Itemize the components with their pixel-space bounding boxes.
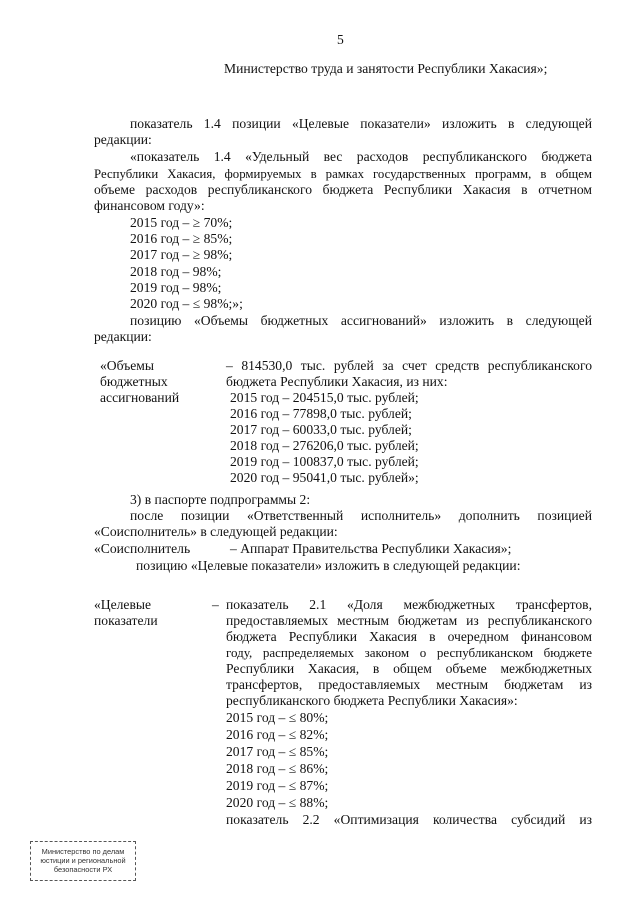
- targets-text-line: трансфертов, предоставляемых местным бюджетам из: [226, 677, 592, 692]
- stamp-line: безопасности РХ: [53, 865, 113, 874]
- quote-line3: объеме расходов республиканского бюджета Республики Хакасия в отчетном: [94, 182, 592, 197]
- page-number: 5: [337, 32, 344, 47]
- paragraph-funding-line1: позицию «Объемы бюджетных ассигнований» изложить в следующей: [130, 313, 592, 328]
- stamp-line: Министерство по делам: [41, 847, 125, 856]
- targets-text-line: бюджета Республики Хакасия в очередном финансовом: [226, 629, 592, 644]
- year-value: 2016 год – ≥ 85%;: [130, 231, 233, 246]
- coexec-label: «Соисполнитель: [94, 541, 191, 556]
- funding-year-value: 2015 год – 204515,0 тыс. рублей;: [230, 390, 419, 405]
- targets-text-line: республиканского бюджета Республики Хакасия»:: [226, 693, 518, 708]
- targets-year-value: 2015 год – ≤ 80%;: [226, 710, 329, 725]
- funding-value-line1: – 814530,0 тыс. рублей за счет средств республиканского: [226, 358, 592, 373]
- targets-label: «Целевые: [94, 597, 152, 612]
- ministry-stamp: [30, 841, 136, 881]
- targets-text-line: предоставляемых местным бюджетам из республиканского: [226, 613, 592, 628]
- funding-label: бюджетных: [100, 374, 168, 389]
- year-value: 2018 год – 98%;: [130, 264, 222, 279]
- coexec-value: – Аппарат Правительства Республики Хакасия»;: [230, 541, 512, 556]
- paragraph-coexec-line1: после позиции «Ответственный исполнитель» дополнить позицией: [130, 508, 592, 523]
- targets-year-value: 2018 год – ≤ 86%;: [226, 761, 329, 776]
- paragraph-indicator-1-4-line2: редакции:: [94, 132, 152, 147]
- funding-year-value: 2018 год – 276206,0 тыс. рублей;: [230, 438, 419, 453]
- targets-last-line: показатель 2.2 «Оптимизация количества субсидий из: [226, 812, 592, 827]
- funding-label: ассигнований: [100, 390, 180, 405]
- paragraph-funding-line2: редакции:: [94, 329, 152, 344]
- targets-year-value: 2016 год – ≤ 82%;: [226, 727, 329, 742]
- funding-label: «Объемы: [100, 358, 154, 373]
- targets-dash: –: [212, 597, 219, 612]
- year-value: 2015 год – ≥ 70%;: [130, 215, 233, 230]
- year-value: 2020 год – ≤ 98%;»;: [130, 296, 243, 311]
- funding-value-line2: бюджета Республики Хакасия, из них:: [226, 374, 448, 389]
- funding-year-value: 2016 год – 77898,0 тыс. рублей;: [230, 406, 412, 421]
- year-value: 2017 год – ≥ 98%;: [130, 247, 233, 262]
- item-3-heading: 3) в паспорте подпрограммы 2:: [130, 492, 311, 507]
- paragraph-coexec-line2: «Соисполнитель» в следующей редакции:: [94, 524, 338, 539]
- targets-year-value: 2019 год – ≤ 87%;: [226, 778, 329, 793]
- funding-year-value: 2019 год – 100837,0 тыс. рублей;: [230, 454, 419, 469]
- targets-year-value: 2017 год – ≤ 85%;: [226, 744, 329, 759]
- year-value: 2019 год – 98%;: [130, 280, 222, 295]
- paragraph-indicator-1-4-line1: показатель 1.4 позиции «Целевые показатели» изложить в следующей: [130, 116, 592, 131]
- header-line: Министерство труда и занятости Республики Хакасия»;: [224, 61, 548, 76]
- quote-line1: «показатель 1.4 «Удельный вес расходов республиканского бюджета: [130, 149, 592, 164]
- stamp-line: юстиции и региональной: [40, 856, 126, 865]
- paragraph-targets: позицию «Целевые показатели» изложить в следующей редакции:: [136, 558, 521, 573]
- targets-label: показатели: [94, 613, 158, 628]
- funding-year-value: 2017 год – 60033,0 тыс. рублей;: [230, 422, 412, 437]
- targets-year-value: 2020 год – ≤ 88%;: [226, 795, 329, 810]
- targets-text-line: показатель 2.1 «Доля межбюджетных трансфертов,: [226, 597, 592, 612]
- funding-year-value: 2020 год – 95041,0 тыс. рублей»;: [230, 470, 419, 485]
- targets-text-line: Республики Хакасия, в общем объеме межбюджетных: [226, 661, 592, 676]
- quote-line4: финансовом году»:: [94, 198, 205, 213]
- targets-text-line: году, распределяемых законом о республиканском бюджете: [226, 645, 592, 660]
- quote-line2: Республики Хакасия, формируемых в рамках государственных программ, в общем: [94, 167, 592, 181]
